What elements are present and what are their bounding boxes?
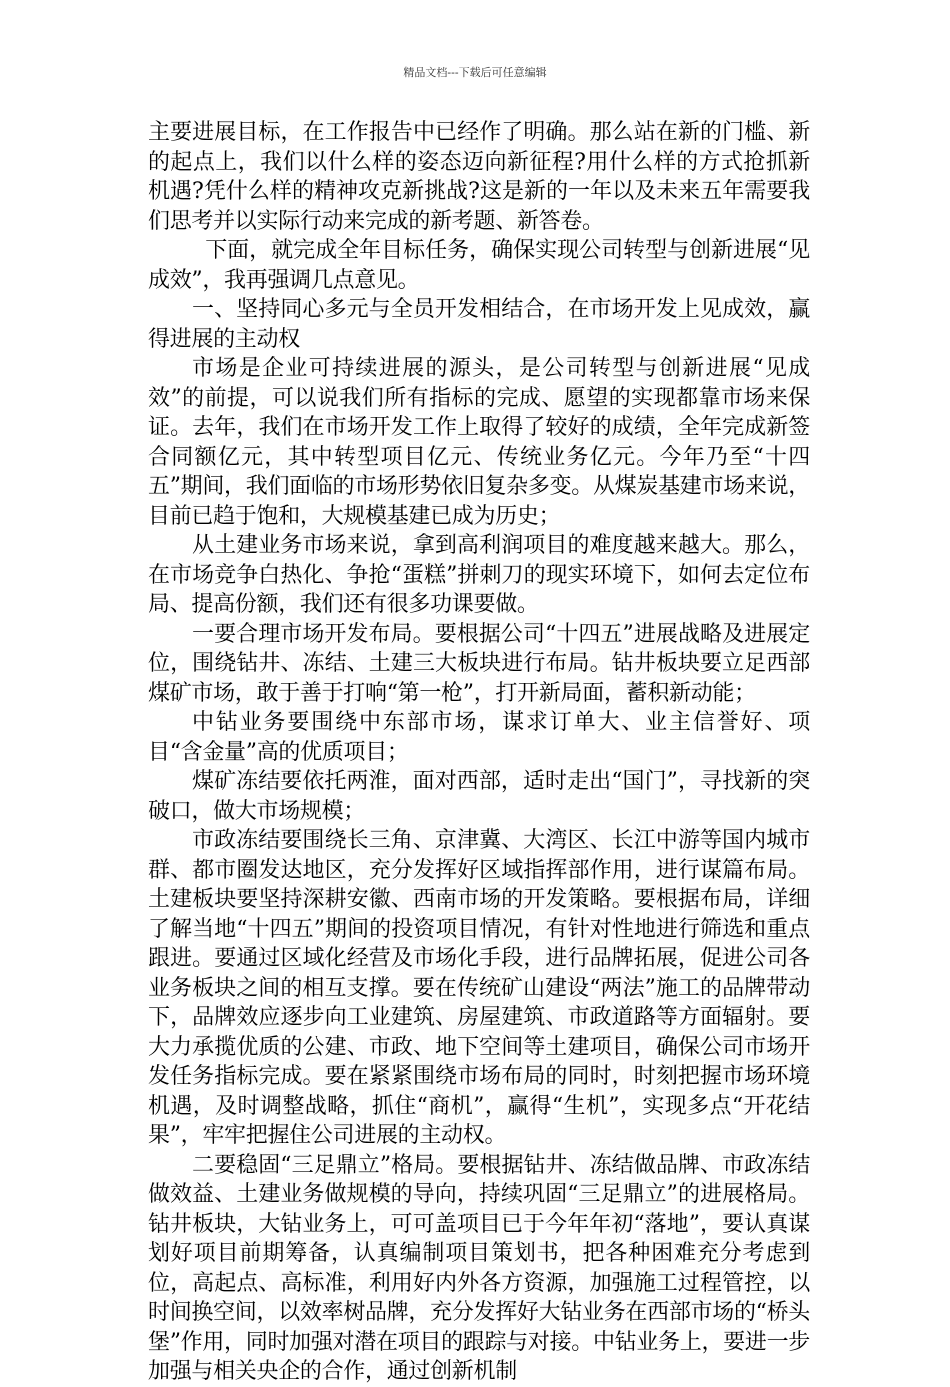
document-body	[148, 118, 810, 1387]
paragraph: 中钻业务要围绕中东部市场，谋求订单大、业主信誉好、项目“含金量”高的优质项目；	[148, 710, 810, 765]
paragraph: 二要稳固“三足鼎立”格局。要根据钻井、冻结做品牌、市政冻结做效益、土建业务做规模的导向，持续巩固“三足鼎立”的进展格局。钻井板块，大钻业务上，可可盖项目已于今年年初“落地”，要认真谋划好项目前期筹备，认真编制项目策划书，把各种困难充分考虑到位，高起点、高标准，利用好内外各方资源，加强施工过程管控，以时间换空间，以效率树品牌，充分发挥好大钻业务在西部市场的“桥头堡”作用，同时加强对潜在项目的跟踪与对接。中钻业务上，要进一步加强与相关央企的合作，通过创新机制	[148, 1152, 810, 1384]
paragraph: 市政冻结要围绕长三角、京津冀、大湾区、长江中游等国内城市群、都市圈发达地区，充分发挥好区域指挥部作用，进行谋篇布局。土建板块要坚持深耕安徽、西南市场的开发策略。要根据布局，详细了解当地“十四五”期间的投资项目情况，有针对性地进行筛选和重点跟进。要通过区域化经营及市场化手段，进行品牌拓展，促进公司各业务板块之间的相互支撑。要在传统矿山建设“两法”施工的品牌带动下，品牌效应逐步向工业建筑、房屋建筑、市政道路等方面辐射。要大力承揽优质的公建、市政、地下空间等土建项目，确保公司市场开发任务指标完成。要在紧紧围绕市场布局的同时，时刻把握市场环境机遇，及时调整战略，抓住“商机”，赢得“生机”，实现多点“开花结果”，牢牢把握住公司进展的主动权。	[148, 828, 810, 1148]
paragraph: 市场是企业可持续进展的源头，是公司转型与创新进展“见成效”的前提，可以说我们所有指标的完成、愿望的实现都靠市场来保证。去年，我们在市场开发工作上取得了较好的成绩，全年完成新签合同额亿元，其中转型项目亿元、传统业务亿元。今年乃至“十四五”期间，我们面临的市场形势依旧复杂多变。从煤炭基建市场来说，目前已趋于饱和，大规模基建已成为历史；	[148, 356, 810, 529]
paragraph: 煤矿冻结要依托两淮，面对西部，适时走出“国门”，寻找新的突破口，做大市场规模；	[148, 769, 810, 824]
page-header: 精品文档---下载后可任意编辑	[403, 66, 547, 79]
paragraph: 一要合理市场开发布局。要根据公司“十四五”进展战略及进展定位，围绕钻井、冻结、土建三大板块进行布局。钻井板块要立足西部煤矿市场，敢于善于打响“第一枪”，打开新局面，蓄积新动能；	[148, 621, 810, 706]
paragraph: 从土建业务市场来说，拿到高利润项目的难度越来越大。那么，在市场竞争白热化、争抢“蛋糕”拼刺刀的现实环境下，如何去定位布局、提高份额，我们还有很多功课要做。	[148, 533, 810, 617]
paragraph: 主要进展目标，在工作报告中已经作了明确。那么站在新的门槛、新的起点上，我们以什么样的姿态迈向新征程?用什么样的方式抢抓新机遇?凭什么样的精神攻克新挑战?这是新的一年以及未来五年需要我们思考并以实际行动来完成的新考题、新答卷。	[148, 120, 810, 234]
paragraph: 下面，就完成全年目标任务，确保实现公司转型与创新进展“见成效”，我再强调几点意见。	[148, 238, 810, 293]
section-heading: 一、坚持同心多元与全员开发相结合，在市场开发上见成效，赢得进展的主动权	[148, 297, 810, 352]
